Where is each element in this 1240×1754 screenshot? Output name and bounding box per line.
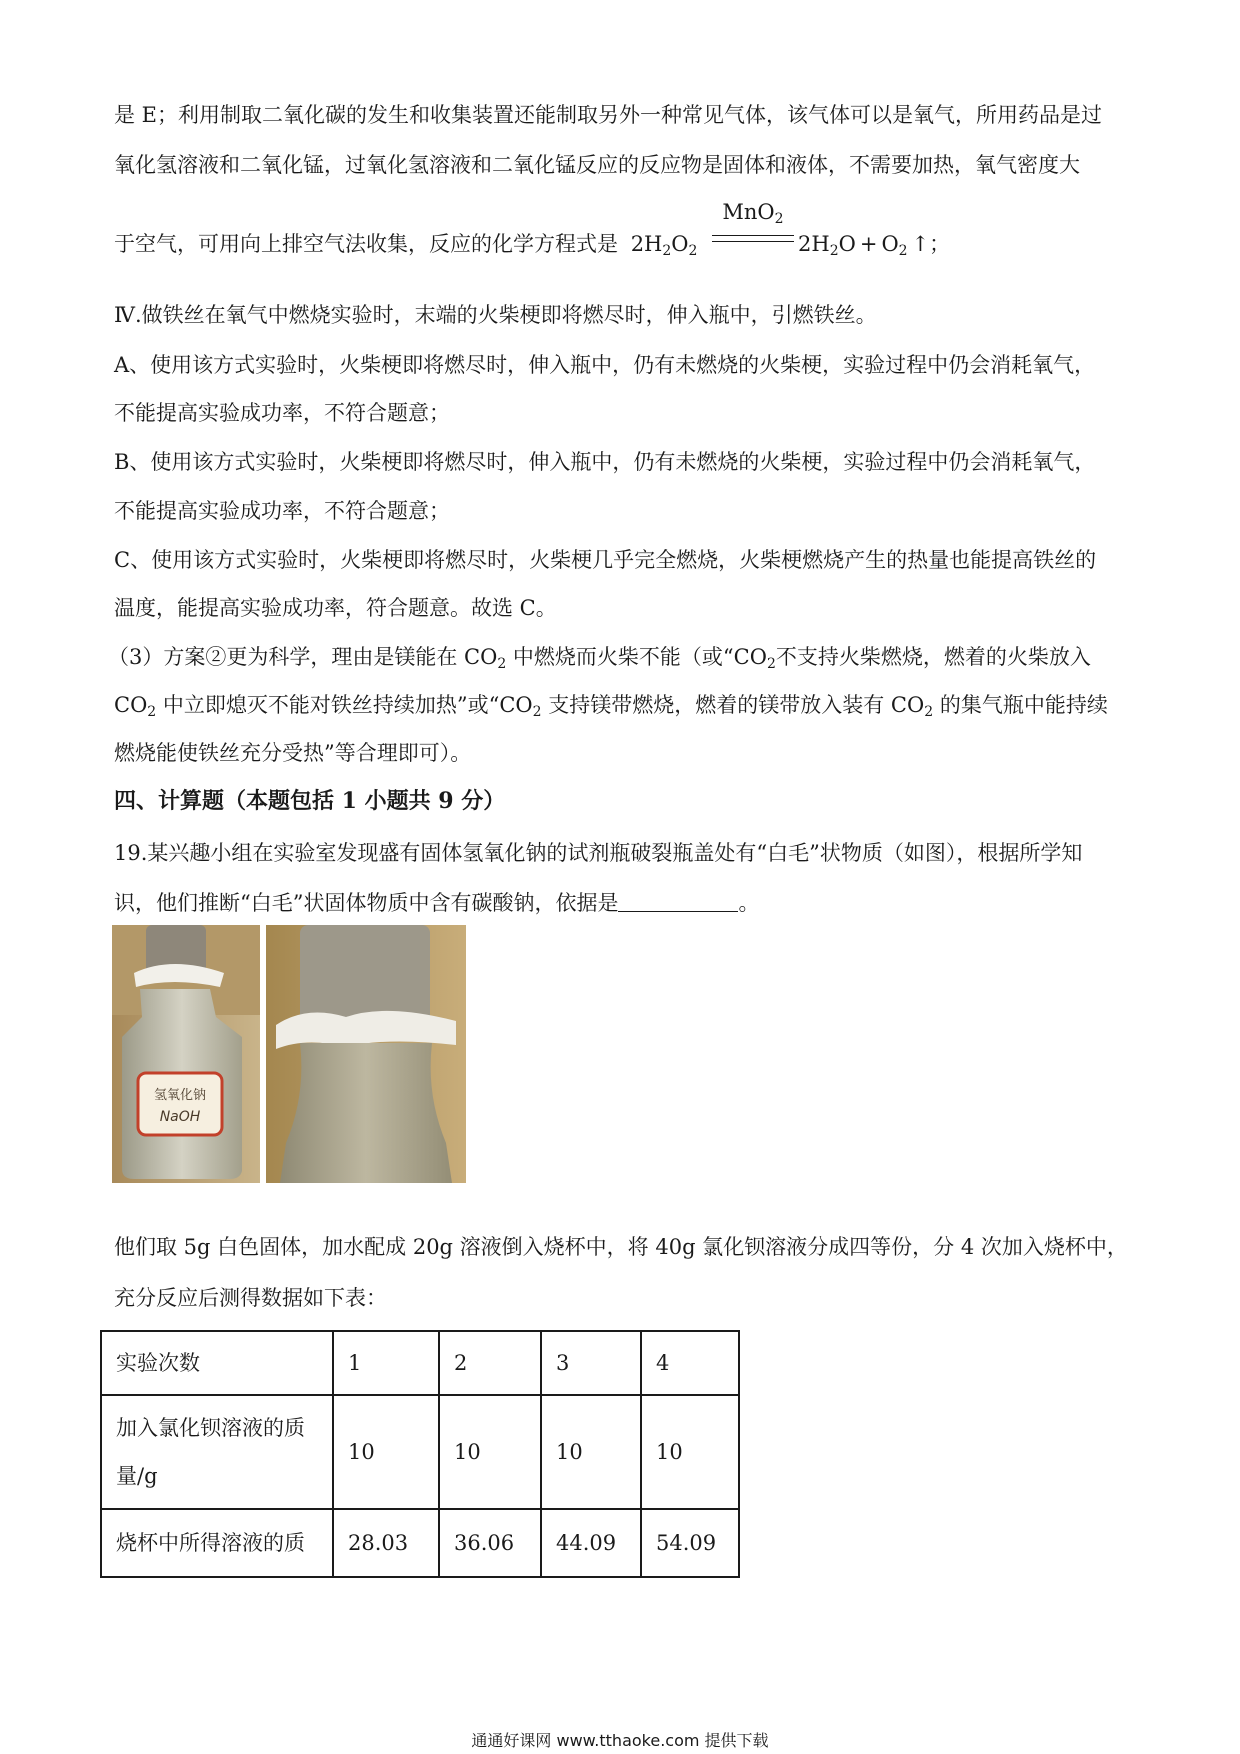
- photo-bottle-closeup: [266, 925, 466, 1183]
- table-cell: 10: [641, 1395, 739, 1509]
- table-header-cell: 烧杯中所得溶液的质: [101, 1509, 333, 1577]
- page-footer: 通通好课网 www.tthaoke.com 提供下载: [471, 1731, 769, 1750]
- option-b-line-1: B、使用该方式实验时，火柴梗即将燃尽时，伸入瓶中，仍有未燃烧的火柴梗，实验过程中仍会消耗氧气，: [114, 450, 1096, 474]
- photo-bottle-label: [112, 925, 260, 1183]
- table-header-cell: 实验次数: [101, 1331, 333, 1395]
- catalyst-label: MnO$_2$: [722, 200, 784, 227]
- products: $2H_2O + O_2$ ↑；: [798, 232, 951, 259]
- paragraph-line-2: 充分反应后测得数据如下表：: [114, 1286, 387, 1310]
- bottle-label-text-2: NaOH: [159, 1109, 201, 1125]
- table-row: [101, 1395, 739, 1509]
- table-cell: 3: [541, 1331, 641, 1395]
- table-cell: 1: [333, 1331, 439, 1395]
- part3-line-2: $CO_2$ 中立即熄灭不能对铁丝持续加热”或“$CO_2$ 支持镁带燃烧，燃着的镁带放入装有 $CO_2$ 的集气瓶中能持续: [114, 693, 1108, 720]
- table-cell: 2: [439, 1331, 541, 1395]
- table-row: [101, 1509, 739, 1577]
- iv-line: Ⅳ.做铁丝在氧气中燃烧实验时，末端的火柴梗即将燃尽时，伸入瓶中，引燃铁丝。: [114, 303, 877, 327]
- text-line-2: 氧化氢溶液和二氧化锰，过氧化氢溶液和二氧化锰反应的反应物是固体和液体，不需要加热，氧气密度大: [114, 153, 1080, 177]
- section-heading: 四、计算题（本题包括 1 小题共 9 分）: [114, 788, 506, 814]
- table-cell: 54.09: [641, 1509, 739, 1577]
- reactant: $2H_2O_2$: [630, 232, 698, 259]
- option-b-line-2: 不能提高实验成功率，不符合题意；: [114, 499, 450, 523]
- option-c-line-1: C、使用该方式实验时，火柴梗即将燃尽时，火柴梗几乎完全燃烧，火柴梗燃烧产生的热量也能提高铁丝的: [114, 548, 1097, 572]
- table-cell: 28.03: [333, 1509, 439, 1577]
- answer-blank[interactable]: [618, 891, 738, 912]
- table-cell: 4: [641, 1331, 739, 1395]
- option-a-line-2: 不能提高实验成功率，不符合题意；: [114, 401, 450, 425]
- bottle-label-text-1: 氢氧化钠: [153, 1088, 207, 1103]
- table-cell: 36.06: [439, 1509, 541, 1577]
- reaction-double-line: [712, 235, 794, 242]
- q19-line-1: 19.某兴趣小组在实验室发现盛有固体氢氧化钠的试剂瓶破裂瓶盖处有“白毛”状物质（如图），根据所学知: [114, 841, 1083, 865]
- option-a-line-1: A、使用该方式实验时，火柴梗即将燃尽时，伸入瓶中，仍有未燃烧的火柴梗，实验过程中仍会消耗氧气，: [114, 353, 1096, 377]
- table-cell: 10: [541, 1395, 641, 1509]
- data-table: [100, 1330, 740, 1578]
- table-cell: 10: [333, 1395, 439, 1509]
- table-row: [101, 1331, 739, 1395]
- part3-line-3: 燃烧能使铁丝充分受热”等合理即可）。: [114, 741, 472, 765]
- option-c-line-2: 温度，能提高实验成功率，符合题意。故选 C。: [114, 596, 557, 620]
- q19-line-2: 识，他们推断“白毛”状固体物质中含有碳酸钠，依据是 。: [114, 891, 760, 915]
- text-line-1: 是 E；利用制取二氧化碳的发生和收集装置还能制取另外一种常见气体，该气体可以是氧气，所用药品是过: [114, 103, 1103, 127]
- table-cell: 10: [439, 1395, 541, 1509]
- table-cell: 44.09: [541, 1509, 641, 1577]
- part3-line-1: （3）方案②更为科学，理由是镁能在 $CO_2$ 中燃烧而火柴不能（或“$CO_2$不支持火柴燃烧，燃着的火柴放入: [108, 645, 1091, 672]
- equation-lead-text: 于空气，可用向上排空气法收集，反应的化学方程式是: [114, 232, 618, 256]
- table-header-cell: 加入氯化钡溶液的质 量/g: [101, 1395, 333, 1509]
- paragraph-line-1: 他们取 5g 白色固体，加水配成 20g 溶液倒入烧杯中，将 40g 氯化钡溶液分成四等份，分 4 次加入烧杯中，: [114, 1235, 1128, 1259]
